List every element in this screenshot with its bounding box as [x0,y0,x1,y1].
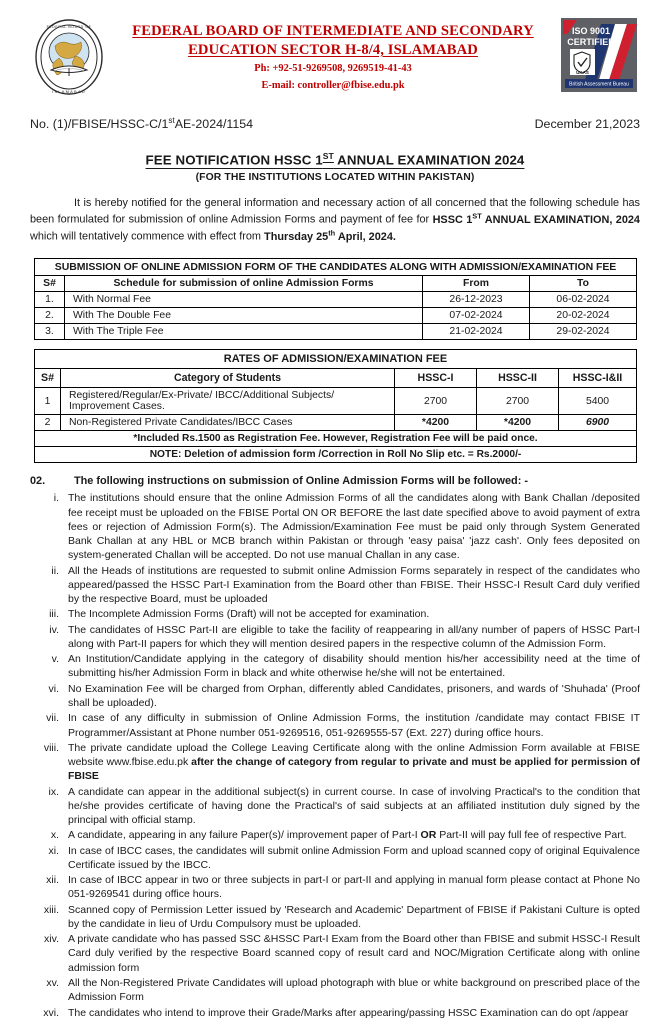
page-title-suffix: ANNUAL EXAMINATION 2024 [333,152,525,168]
instruction-marker: xi. [48,844,59,857]
iso-9001-icon [561,18,637,92]
instruction-marker: vi. [48,682,59,695]
instruction-text: In case of IBCC cases, the candidates will submit online Admission Form and upload scanned copy of original Equivalence Certificate issued by the IBCC. [68,844,640,871]
instruction-text: No Examination Fee will be charged from Orphan, differently abled Candidates, prisoners, and wards of 'Shuhada' (Proof shall be uploaded). [68,682,640,709]
schedule-row1-label: With The Double Fee [65,308,423,324]
rates-row0-sn: 1 [35,388,61,415]
instruction-marker: xii. [46,874,59,887]
instruction-text: All the Non-Registered Private Candidates will upload photograph with blue or white background on prescribed place of the Admission Form [68,977,640,1004]
instruction-text [68,828,640,842]
instruction-text: Scanned copy of Permission Letter issued by 'Research and Academic' Department of FBISE if Pakistani Culture is opted by the candidate in lieu of Urdu Compulsory must be uploaded. [68,903,640,930]
ref-number-suffix: AE-2024/1154 [174,117,254,132]
rates-row1-hssc12: 6900 [559,415,637,431]
svg-text:ISO 9001: ISO 9001 [571,26,611,36]
schedule-table [34,258,637,340]
schedule-row0-label: With Normal Fee [65,292,423,308]
schedule-row2-to: 29-02-2024 [530,324,637,340]
svg-text:FEDERAL BOARD OF: FEDERAL BOARD OF [46,25,92,29]
schedule-row1-sn: 2. [35,308,65,324]
instruction-text-plain: The private candidate upload the College Leaving Certificate along with the online Admission Form available at FBISE website www.fbise.edu.pk [68,741,640,769]
org-title-line2: EDUCATION SECTOR H-8/4, ISLAMABAD [188,41,478,58]
table-footnote-row [35,431,637,447]
section-2-heading [30,475,640,487]
page-title-prefix: FEE NOTIFICATION HSSC 1 [145,152,323,168]
instruction-marker: xiii. [43,903,59,916]
ref-number-superscript: st [168,116,175,125]
instructions-list [30,491,640,1020]
instruction-text: A private candidate who has passed SSC &HSSC Part-I Exam from the Board other than FBISE and submit HSSC-I Result Card duly verified by the respective Board scanned copy of result card and NOC/Migration Certificate along with online admission form [68,933,640,974]
svg-text:ISLAMABAD: ISLAMABAD [52,89,86,94]
table-row [35,415,637,431]
rates-table [34,349,637,463]
instruction-marker: iii. [49,608,59,621]
instruction-text: In case of any difficulty in submission of Online Admission Forms, the institution /candidate may contact FBISE IT Programmer/Assistant at Phone number 051-9269516, 051-9269555-57 (Ext. 227) during office hours. [68,712,640,739]
rates-header-sn: S# [35,369,61,388]
instruction-text-bold: OR [420,829,437,842]
instruction-marker: i. [53,492,59,505]
instruction-marker: iv. [49,623,59,636]
list-item [30,682,640,711]
instruction-marker: xvi. [43,1006,59,1019]
page-title [30,151,640,167]
svg-text:CERTIFIED: CERTIFIED [567,37,615,47]
intro-date-superscript: th [328,228,336,238]
page-title-superscript: ST [322,151,334,162]
instruction-text: A candidate can appear in the additional subject(s) in current course. In case of involving Practical's to the condition that he/she provides certificate of having done the Practical's of said subjects at an affiliated institution duly signed by the principal with official stamp. [68,785,640,827]
list-item [30,564,640,607]
schedule-row0-to: 06-02-2024 [530,292,637,308]
rates-footnote: *Included Rs.1500 as Registration Fee. However, Registration Fee will be paid once. [35,431,637,447]
list-item [30,828,640,842]
table-header-row [35,369,637,388]
table-banner-row [35,350,637,369]
table-note-row [35,447,637,463]
table-header-row [35,276,637,292]
intro-date-suffix: April, 2024. [335,230,396,243]
list-item [30,873,640,902]
schedule-row0-from: 26-12-2023 [423,292,530,308]
instruction-text-a: A candidate, appearing in any failure Paper(s)/ improvement paper of Part-I [68,829,421,842]
rates-row1-sn: 2 [35,415,61,431]
rates-row1-hssc1: *4200 [395,415,477,431]
instruction-marker: xiv. [44,933,59,946]
rates-header-hssc12: HSSC-I&II [559,369,637,388]
rates-row1-category: Non-Registered Private Candidates/IBCC Cases [61,415,395,431]
schedule-header-sn: S# [35,276,65,292]
intro-bold-suffix: ANNUAL EXAMINATION, 2024 [481,213,640,226]
list-item [30,785,640,828]
seal-icon [33,18,105,96]
instruction-text: An Institution/Candidate applying in the category of disability should mention his/her accessibility need at the time of submitting his/her Admission Form in black and white otherwise he/she will not be entertained. [68,653,640,680]
instruction-text: All the Heads of institutions are requested to submit online Admission Forms separately in respect of the candidates who appeared/passed the HSSC Part-I Examination from the Board other than FBISE. Their HSSC-I Result Card duly verified by the respective Board, must be uploaded [68,564,640,606]
instruction-marker: vii. [46,712,59,725]
reference-number [30,116,253,131]
table-banner-row [35,259,637,276]
letterhead [30,14,640,106]
org-title-line1: FEDERAL BOARD OF INTERMEDIATE AND SECONDARY [132,23,534,39]
instruction-text [68,741,640,784]
schedule-row0-sn: 1. [35,292,65,308]
schedule-banner: SUBMISSION OF ONLINE ADMISSION FORM OF THE CANDIDATES ALONG WITH ADMISSION/EXAMINATION FEE [35,259,637,276]
rates-row0-category: Registered/Regular/Ex-Private/ IBCC/Additional Subjects/ Improvement Cases. [61,388,395,415]
list-item [30,652,640,681]
list-item [30,932,640,975]
instruction-text-bold: after the change of category from regular to private and must be applied for permission of FBISE [68,756,640,783]
table-row [35,292,637,308]
intro-text-1: It is hereby notified for the general information and necessary action of all concerned that the following schedule has been formulated for submission of online Admission Forms and payment of fee for [30,196,640,226]
section-2-number: 02. [30,475,46,488]
fbise-seal-logo [30,14,108,96]
table-row [35,324,637,340]
section-2-text: The following instructions on submission of Online Admission Forms will be followed: - [74,475,528,488]
intro-bold-exam [432,211,640,226]
reference-line [30,116,640,131]
rates-row0-hssc12: 5400 [559,388,637,415]
rates-header-category: Category of Students [61,369,395,388]
instruction-marker: x. [50,829,59,842]
organization-block [108,14,558,94]
iso-certification-badge [558,14,640,92]
schedule-header-schedule: Schedule for submission of online Admission Forms [65,276,423,292]
list-item [30,1006,640,1020]
intro-bold-superscript: ST [472,211,482,221]
list-item [30,491,640,562]
rates-table-wrapper [30,349,640,463]
list-item [30,903,640,932]
list-item [30,623,640,652]
rates-header-hssc1: HSSC-I [395,369,477,388]
table-row [35,308,637,324]
list-item [30,741,640,784]
rates-note: NOTE: Deletion of admission form /Correction in Roll No Slip etc. = Rs.2000/- [35,447,637,463]
issue-date: December 21,2023 [534,117,640,132]
instruction-marker: v. [51,653,59,666]
table-row [35,388,637,415]
list-item [30,607,640,621]
instruction-marker: xv. [46,977,59,990]
org-phone: Ph: +92-51-9269508, 9269519-41-43 [254,63,412,75]
org-email: E-mail: controller@fbise.edu.pk [261,80,405,92]
schedule-row2-label: With The Triple Fee [65,324,423,340]
instruction-text: In case of IBCC appear in two or three subjects in part-I or part-II and applying in manual form please contact at Phone No 051-9269541 during office hours. [68,874,640,901]
intro-bold-prefix: HSSC 1 [432,213,473,226]
instruction-marker: ix. [48,785,59,798]
page-subtitle: (FOR THE INSTITUTIONS LOCATED WITHIN PAKISTAN) [195,171,475,183]
rates-banner: RATES OF ADMISSION/EXAMINATION FEE [35,350,637,369]
schedule-header-from: From [423,276,530,292]
intro-text-2: which will tentatively commence with effect from [30,230,265,243]
instruction-marker: ii. [51,564,59,577]
instruction-text: The candidates of HSSC Part-II are eligible to take the facility of reappearing in all/any number of papers of HSSC Part-I along with Part-II papers for which they will mention desired papers in the respective column of the Admission Form. [68,623,640,650]
instruction-text: The institutions should ensure that the online Admission Forms of all the candidates along with Bank Challan /deposited fee receipt must be uploaded on the FBISE Portal ON OR BEFORE the last date specified above to avoid payment of extra fees or rejection of Admission Form(s). The Admission/Examination Fee must be paid only through System Generated Bank Challan at any HBL or MCB branch within Pakistan or through 'easy paisa' 'jazz cash'. Only fees deposited on system-generated Challan will be accepted. Do not use manual Challan in any case. [68,492,640,562]
list-item [30,976,640,1005]
svg-text:British Assessment Bureau: British Assessment Bureau [569,81,629,88]
rates-header-hssc2: HSSC-II [477,369,559,388]
schedule-header-to: To [530,276,637,292]
intro-paragraph [30,196,640,246]
svg-text:UKAS: UKAS [576,70,589,75]
schedule-row1-from: 07-02-2024 [423,308,530,324]
list-item [30,844,640,873]
schedule-row2-sn: 3. [35,324,65,340]
schedule-table-wrapper [30,258,640,340]
instruction-marker: viii. [43,741,59,754]
instruction-text: The Incomplete Admission Forms (Draft) will not be accepted for examination. [68,608,430,621]
instruction-text: The candidates who intend to improve their Grade/Marks after appearing/passing HSSC Examination can do opt /appear [68,1006,629,1019]
instruction-text-b: Part-II will pay full fee of respective Part. [436,829,627,842]
intro-bold-date [264,228,396,243]
list-item [30,711,640,740]
intro-date-prefix: Thursday 25 [264,230,329,243]
rates-row0-hssc1: 2700 [395,388,477,415]
rates-row1-hssc2: *4200 [477,415,559,431]
schedule-row2-from: 21-02-2024 [423,324,530,340]
schedule-row1-to: 20-02-2024 [530,308,637,324]
rates-row0-hssc2: 2700 [477,388,559,415]
ref-number-prefix: No. (1)/FBISE/HSSC-C/1 [30,117,169,132]
